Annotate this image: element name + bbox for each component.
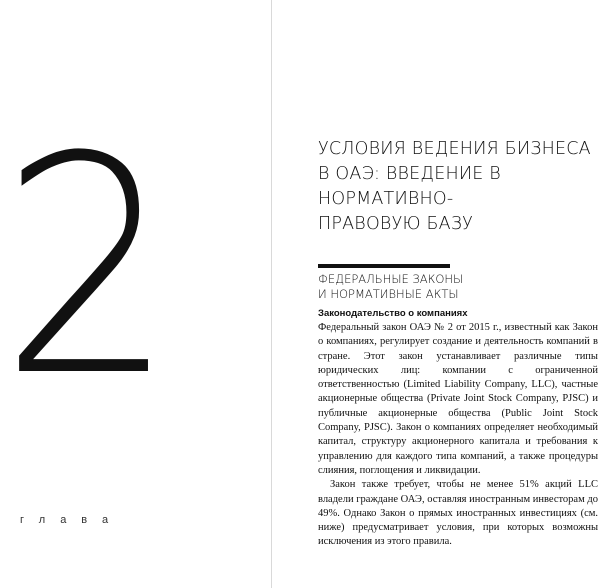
paragraph-1: Федеральный закон ОАЭ № 2 от 2015 г., известный как Закон о компаниях, регулирует создание и деятельность компаний в стране. Этот закон устанавливает различные типы юридических лиц: компании с ограниченной ответственностью (Limited Liability Company, LLC), частные акционерные общества (Private Joint Stock Company, PJSC) и публичные акционерные общества (Public Joint Stock Company, PJSC). Закон о компаниях определяет необходимый капитал, структуру акционерного капитала и требования к управлению для каждого типа компаний, а также процедуры слияния, поглощения и ликвидации. [318, 322, 598, 476]
body-text-block [318, 307, 598, 550]
chapter-label: глава [20, 514, 124, 526]
section-heading: ФЕДЕРАЛЬНЫЕ ЗАКОНЫ И НОРМАТИВНЫЕ АКТЫ [318, 272, 464, 301]
chapter-title: УСЛОВИЯ ВЕДЕНИЯ БИЗНЕСА В ОАЭ: ВВЕДЕНИЕ В НОРМАТИВНО- ПРАВОВУЮ БАЗУ [318, 139, 591, 234]
left-page [0, 0, 271, 588]
chapter-number: 2 [0, 93, 172, 442]
section-rule [318, 264, 450, 268]
paragraph-2: Закон также требует, чтобы не менее 51% акций LLC владели граждане ОАЭ, оставляя иностранным инвесторам до 49%. Однако Закон о прямых иностранных инвестициях (см. ниже) предусматривает условия, при которых возможны исключения из этого правила. [318, 479, 598, 548]
subheading: Законодательство о компаниях [318, 308, 468, 319]
